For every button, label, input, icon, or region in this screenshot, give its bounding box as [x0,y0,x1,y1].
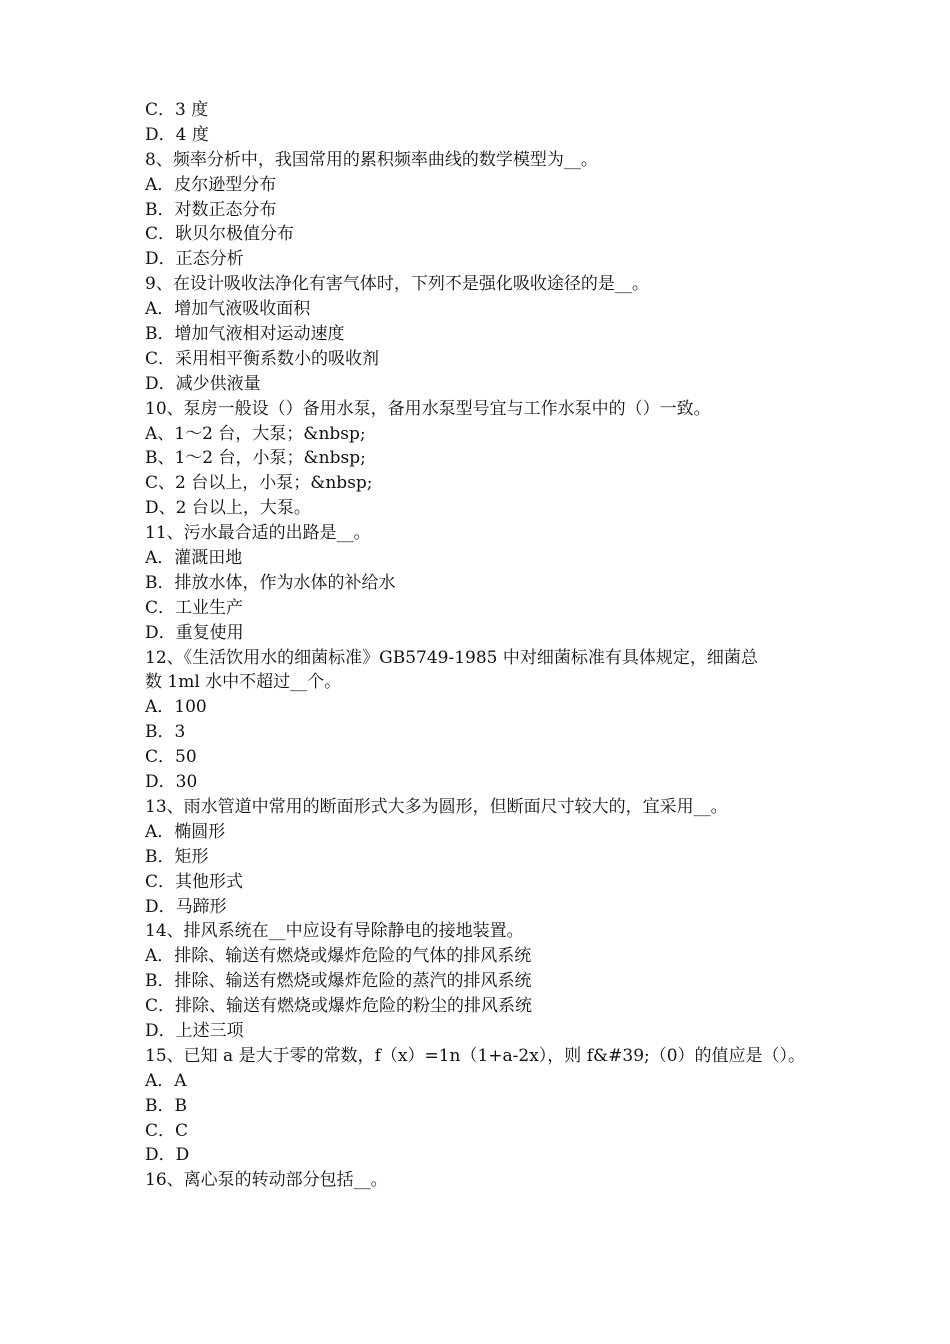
text-line: C．其他形式 [145,871,244,892]
text-line: A．椭圆形 [145,821,226,842]
text-line: C．采用相平衡系数小的吸收剂 [145,348,380,369]
text-line: D．正态分析 [145,249,244,270]
text-line: A、1～2 台，大泵；&nbsp; [145,423,366,444]
text-line: B、1～2 台，小泵；&nbsp; [145,448,366,469]
text-line: B．排放水体，作为水体的补给水 [145,572,396,593]
text-line: B．B [145,1095,187,1116]
text-line: C、2 台以上，小泵；&nbsp; [145,473,373,494]
text-line: D．马蹄形 [145,896,227,917]
text-line: A．排除、输送有燃烧或爆炸危险的气体的排风系统 [145,946,532,967]
text-line: 11、污水最合适的出路是__。 [145,523,371,544]
text-line: C．排除、输送有燃烧或爆炸危险的粉尘的排风系统 [145,996,533,1017]
text-line: 9、在设计吸收法净化有害气体时，下列不是强化吸收途径的是__。 [145,274,649,295]
document-body [145,98,825,1193]
text-line: 13、雨水管道中常用的断面形式大多为圆形，但断面尺寸较大的，宜采用__。 [145,796,728,817]
text-line: A．A [145,1070,187,1091]
text-line: B．3 [145,722,186,743]
text-line: B．排除、输送有燃烧或爆炸危险的蒸汽的排风系统 [145,971,532,992]
text-line: A．皮尔逊型分布 [145,174,277,195]
text-line: D．上述三项 [145,1020,244,1041]
text-line: 12、《生活饮用水的细菌标准》GB5749-1985 中对细菌标准有具体规定，细菌总 [145,647,758,668]
text-line: C．耿贝尔极值分布 [145,224,295,245]
text-line: B．矩形 [145,846,209,867]
text-line: D．4 度 [145,124,209,145]
text-line: B．增加气液相对运动速度 [145,324,345,345]
text-line: 14、排风系统在__中应设有导除静电的接地装置。 [145,921,524,942]
text-line: A．增加气液吸收面积 [145,299,311,320]
text-line: 15、已知 a 是大于零的常数，f（x）=1n（1+a-2x），则 f&#39;（0）的值应是（）。 [145,1045,806,1066]
text-line: A．灌溉田地 [145,548,243,569]
text-line: 16、离心泵的转动部分包括__。 [145,1170,388,1191]
text-line: D．减少供液量 [145,373,261,394]
text-line: C．3 度 [145,100,209,120]
text-line: 数 1ml 水中不超过__个。 [145,672,342,693]
text-line: 10、泵房一般设（）备用水泵，备用水泵型号宜与工作水泵中的（）一致。 [145,398,711,419]
text-line: D．重复使用 [145,622,244,643]
text-line: D．D [145,1145,190,1166]
text-line: 8、频率分析中，我国常用的累积频率曲线的数学模型为__。 [145,149,598,170]
text-line: B．对数正态分布 [145,199,277,220]
text-line: D、2 台以上，大泵。 [145,498,311,519]
text-line: C．C [145,1120,189,1141]
text-line: C．50 [145,747,197,768]
text-line: C．工业生产 [145,597,244,618]
text-line: D．30 [145,772,198,793]
text-line: A．100 [145,697,207,718]
